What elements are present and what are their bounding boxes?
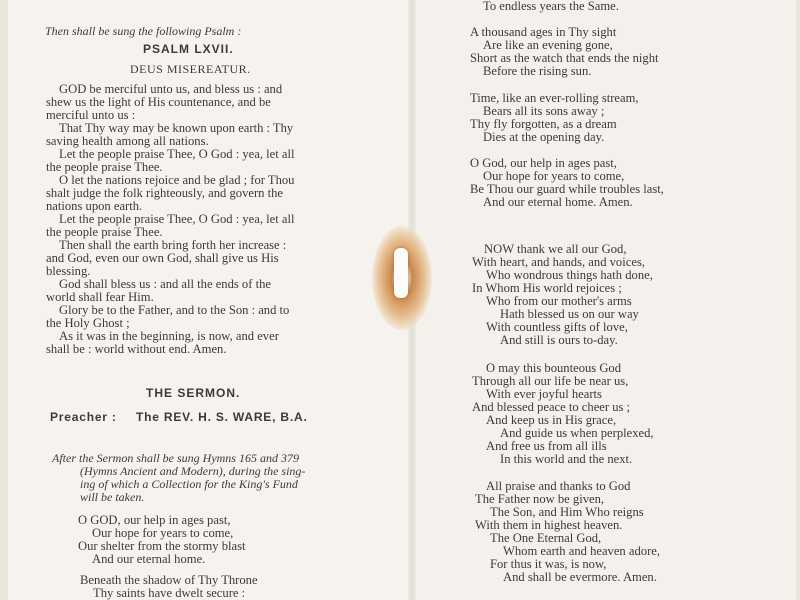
psalm-line: shall be : world without end. Amen. — [46, 342, 227, 356]
hymn-line: With ever joyful hearts — [486, 387, 602, 401]
hymn-line: Who wondrous things hath done, — [486, 268, 653, 282]
hymn-line: Short as the watch that ends the night — [470, 51, 659, 65]
hymn-line: Who from our mother's arms — [486, 294, 632, 308]
hymn-line: Beneath the shadow of Thy Throne — [80, 573, 258, 587]
hymn-line: And shall be evermore. Amen. — [503, 570, 657, 584]
instruction-line: will be taken. — [80, 490, 145, 504]
hymn-line: With heart, and hands, and voices, — [472, 255, 645, 269]
preacher-name: The REV. H. S. WARE, B.A. — [136, 410, 308, 424]
psalm-intro: Then shall be sung the following Psalm : — [45, 24, 242, 38]
hymn-line: To endless years the Same. — [483, 0, 619, 13]
hymn-line: And still is ours to-day. — [500, 333, 618, 347]
hymn-line: Hath blessed us on our way — [500, 307, 639, 321]
hymn-line: Our hope for years to come, — [92, 526, 234, 540]
hymn-line: Thy saints have dwelt secure : — [93, 586, 246, 600]
psalm-line: shalt judge the folk righteously, and govern the — [46, 186, 284, 200]
hymn-line: The One Eternal God, — [490, 531, 602, 545]
psalm-line: GOD be merciful unto us, and bless us : and — [59, 82, 283, 96]
psalm-line: shew us the light of His countenance, and be — [46, 95, 271, 109]
hymn-line: Dies at the opening day. — [483, 130, 605, 144]
hymn-line: The Son, and Him Who reigns — [490, 505, 644, 519]
psalm-line: As it was in the beginning, is now, and ever — [59, 329, 279, 343]
hymn-line: A thousand ages in Thy sight — [470, 25, 617, 39]
hymn-line: And our eternal home. — [92, 552, 206, 566]
paper-hole — [394, 248, 408, 298]
psalm-line: That Thy way may be known upon earth : Thy — [59, 121, 294, 135]
preacher-label: Preacher : — [50, 410, 117, 424]
hymn-line: Our shelter from the stormy blast — [78, 539, 246, 553]
hymn-line: In this world and the next. — [500, 452, 633, 466]
hymn-line: Through all our life be near us, — [472, 374, 629, 388]
hymn-line: With countless gifts of love, — [486, 320, 628, 334]
hymn-line: All praise and thanks to God — [486, 479, 631, 493]
hymn-line: In Whom His world rejoices ; — [472, 281, 622, 295]
hymn-line: And guide us when perplexed, — [500, 426, 654, 440]
psalm-subtitle: DEUS MISEREATUR. — [130, 62, 251, 76]
hymn-line: O may this bounteous God — [486, 361, 622, 375]
psalm-line: saving health among all nations. — [46, 134, 209, 148]
psalm-line: God shall bless us : and all the ends of the — [59, 277, 271, 291]
hymn-line: Our hope for years to come, — [483, 169, 625, 183]
hymn-line: Whom earth and heaven adore, — [503, 544, 660, 558]
psalm-title: PSALM LXVII. — [143, 42, 234, 56]
hymn-line: Be Thou our guard while troubles last, — [470, 182, 664, 196]
hymn-line: Bears all its sons away ; — [483, 104, 605, 118]
hymn-line: Time, like an ever-rolling stream, — [470, 91, 639, 105]
psalm-line: Let the people praise Thee, O God : yea, let all — [59, 212, 295, 226]
psalm-line: Glory be to the Father, and to the Son : and to — [59, 303, 290, 317]
instruction-line: ing of which a Collection for the King's Fund — [80, 477, 298, 491]
instruction-line: (Hymns Ancient and Modern), during the sing- — [80, 464, 306, 478]
hymn-line: The Father now be given, — [475, 492, 605, 506]
hymn-line: With them in highest heaven. — [475, 518, 623, 532]
hymn-line: NOW thank we all our God, — [484, 242, 627, 256]
hymn-line: And blessed peace to cheer us ; — [472, 400, 631, 414]
hymn-line: And our eternal home. Amen. — [483, 195, 633, 209]
psalm-line: O let the nations rejoice and be glad ; for Thou — [59, 173, 295, 187]
psalm-line: the people praise Thee. — [46, 225, 163, 239]
psalm-line: and God, even our own God, shall give us His — [46, 251, 279, 265]
hymn-line: O GOD, our help in ages past, — [78, 513, 231, 527]
psalm-line: nations upon earth. — [46, 199, 143, 213]
psalm-line: the Holy Ghost ; — [46, 316, 130, 330]
psalm-line: merciful unto us : — [46, 108, 136, 122]
instruction-line: After the Sermon shall be sung Hymns 165 and 379 — [52, 451, 299, 465]
psalm-line: Then shall the earth bring forth her increase : — [59, 238, 287, 252]
hymn-line: Before the rising sun. — [483, 64, 592, 78]
hymn-line: Are like an evening gone, — [483, 38, 613, 52]
hymn-line: And keep us in His grace, — [486, 413, 617, 427]
hymn-line: For thus it was, is now, — [490, 557, 607, 571]
psalm-line: Let the people praise Thee, O God : yea, let all — [59, 147, 295, 161]
psalm-line: the people praise Thee. — [46, 160, 163, 174]
hymn-line: O God, our help in ages past, — [470, 156, 617, 170]
psalm-line: world shall fear Him. — [46, 290, 154, 304]
sermon-title: THE SERMON. — [146, 386, 241, 400]
hymn-line: Thy fly forgotten, as a dream — [470, 117, 617, 131]
hymn-line: And free us from all ills — [486, 439, 607, 453]
psalm-line: blessing. — [46, 264, 91, 278]
